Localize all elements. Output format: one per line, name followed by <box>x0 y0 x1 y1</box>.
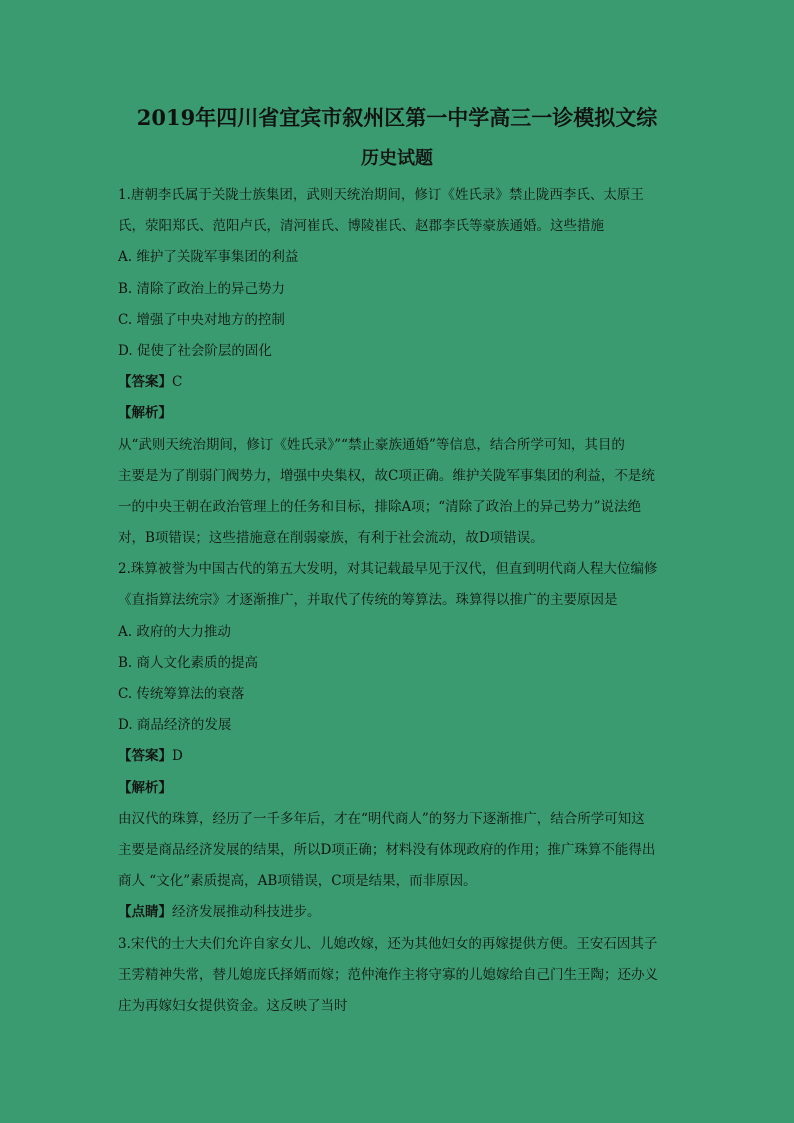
q1-analysis-tag: 【解析】 <box>118 405 172 422</box>
q1-analysis-line: 从“武则天统治期间，修订《姓氏录》”“禁止豪族通婚”等信息，结合所学可知，其目的 <box>118 436 625 453</box>
q1-analysis-line: 一的中央王朝在政治管理上的任务和目标，排除A项；“清除了政治上的异己势力”说法绝 <box>118 498 642 515</box>
q1-option-b: B. 清除了政治上的异己势力 <box>118 280 286 297</box>
q2-note-text: 经济发展推动科技进步。 <box>172 904 321 921</box>
q2-analysis-line: 主要是商品经济发展的结果，所以D项正确；材料没有体现政府的作用；推广珠算不能得出 <box>118 841 656 858</box>
q1-answer-tag: 【答案】 <box>118 374 172 391</box>
q2-option-d: D. 商品经济的发展 <box>118 717 232 734</box>
document-body <box>118 180 678 1022</box>
q2-analysis-line: 由汉代的珠算，经历了一千多年后，才在“明代商人”的努力下逐渐推广，结合所学可知这 <box>118 810 645 827</box>
q3-stem-line: 3.宋代的士大夫们允许自家女儿、儿媳改嫁，还为其他妇女的再嫁提供方便。王安石因其子 <box>118 935 658 952</box>
document-title: 2019年四川省宜宾市叙州区第一中学高三一诊模拟文综 <box>136 105 658 130</box>
q2-note <box>118 897 678 928</box>
q1-answer <box>118 367 678 398</box>
q1-option-c: C. 增强了中央对地方的控制 <box>118 311 285 328</box>
q2-answer <box>118 741 678 772</box>
q2-option-b: B. 商人文化素质的提高 <box>118 654 259 671</box>
q3-stem-line: 王雱精神失常，替儿媳庞氏择婿而嫁；范仲淹作主将守寡的儿媳嫁给自己门生王陶；还办义 <box>118 966 658 983</box>
q1-analysis-line: 对，B项错误；这些措施意在削弱豪族，有利于社会流动，故D项错误。 <box>118 530 544 547</box>
q2-answer-tag: 【答案】 <box>118 748 172 765</box>
q1-option-d: D. 促使了社会阶层的固化 <box>118 342 272 359</box>
q2-option-c: C. 传统筹算法的衰落 <box>118 686 245 702</box>
q1-stem-line: 氏，荥阳郑氏、范阳卢氏，清河崔氏、博陵崔氏、赵郡李氏等豪族通婚。这些措施 <box>118 218 604 235</box>
q3-stem-line: 庄为再嫁妇女提供资金。这反映了当时 <box>118 997 348 1014</box>
q1-option-a: A. 维护了关陇军事集团的利益 <box>118 249 299 266</box>
q2-answer-value: D <box>172 748 183 765</box>
q2-note-tag: 【点睛】 <box>118 904 172 921</box>
document-subtitle: 历史试题 <box>361 148 433 169</box>
q2-analysis-tag: 【解析】 <box>118 779 172 796</box>
q1-analysis-line: 主要是为了削弱门阀势力，增强中央集权，故C项正确。维护关陇军事集团的利益，不是统 <box>118 467 655 484</box>
q2-option-a: A. 政府的大力推动 <box>118 623 231 640</box>
q1-answer-value: C <box>172 374 183 391</box>
q1-stem-line: 1.唐朝李氏属于关陇士族集团，武则天统治期间，修订《姓氏录》禁止陇西李氏、太原王 <box>118 187 644 203</box>
q2-stem-line: 《直指算法统宗》才逐渐推广，并取代了传统的筹算法。珠算得以推广的主要原因是 <box>118 592 618 609</box>
q2-stem-line: 2.珠算被誉为中国古代的第五大发明，对其记载最早见于汉代，但直到明代商人程大位编修 <box>118 561 658 578</box>
q2-analysis-line: 商人 “文化”素质提高，AB项错误，C项是结果，而非原因。 <box>118 873 477 890</box>
